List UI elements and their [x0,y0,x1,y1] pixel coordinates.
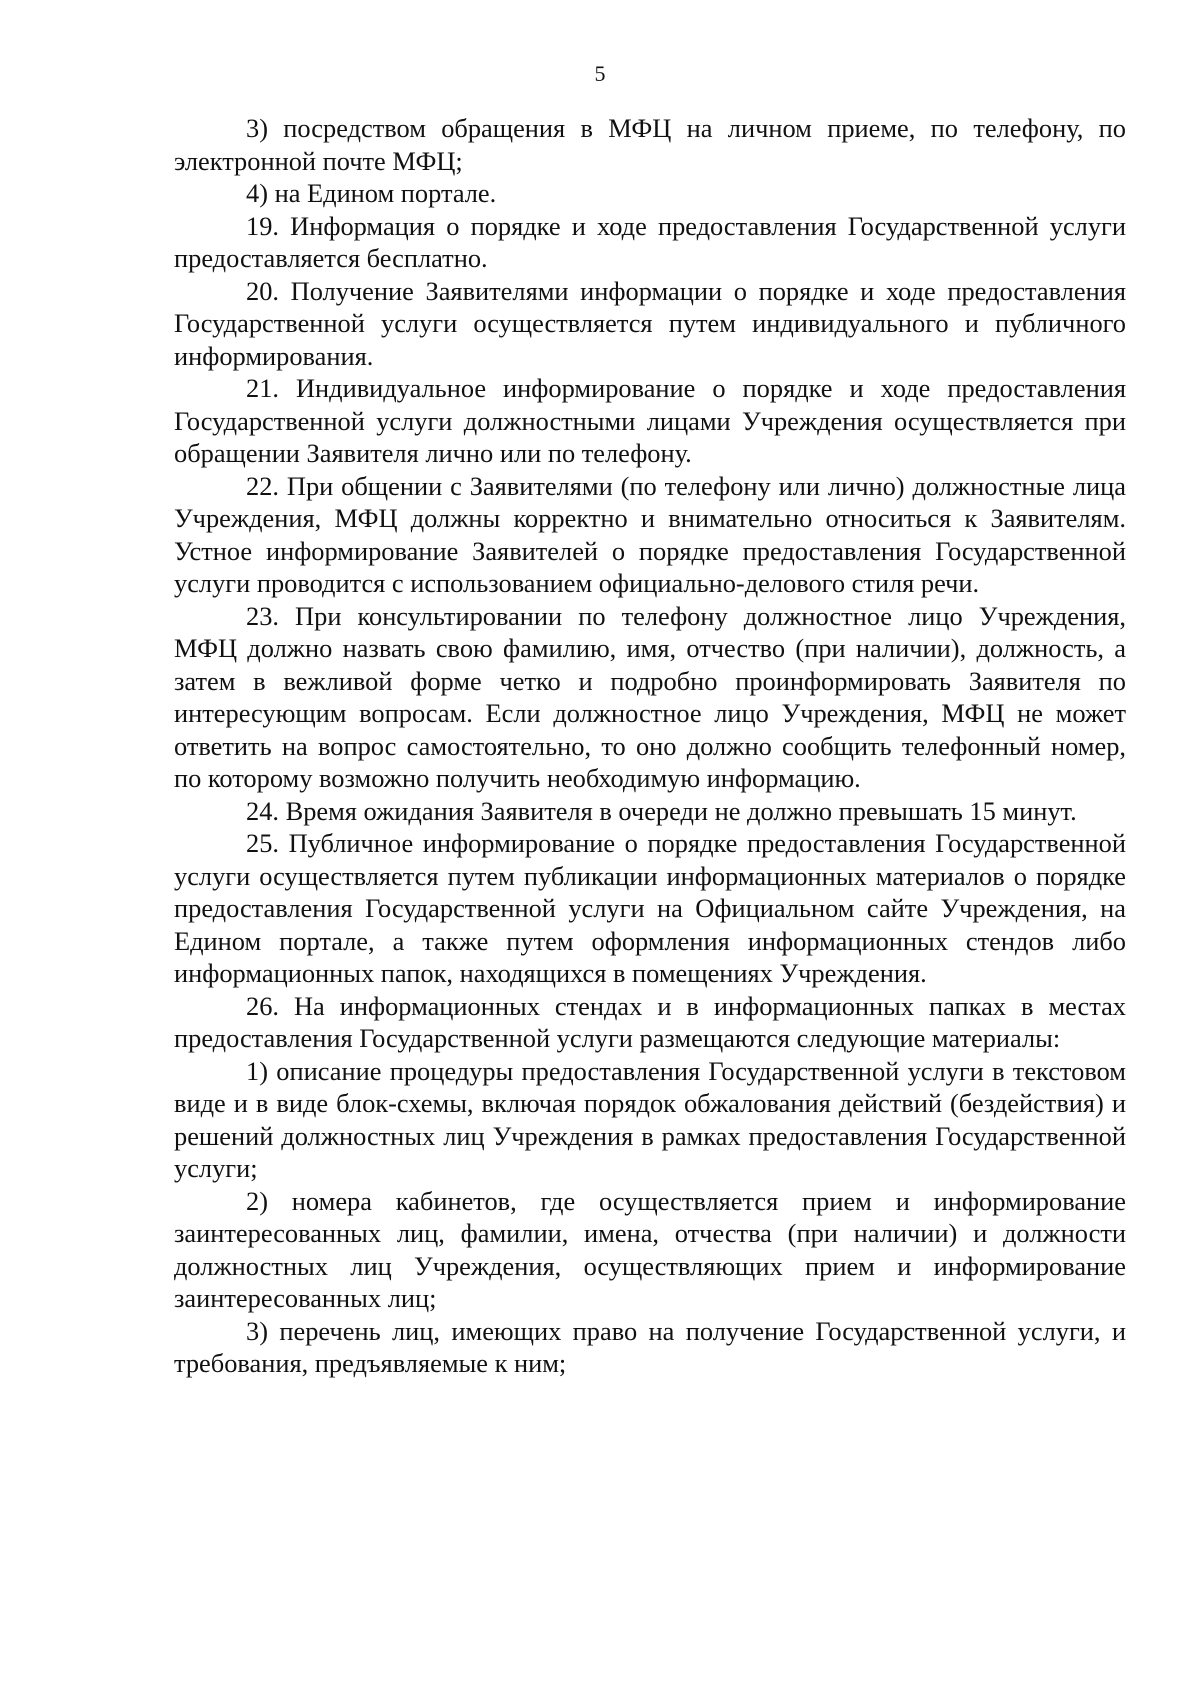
paragraph-26-item-1: 1) описание процедуры предоставления Государственной услуги в текстовом виде и в виде блок-схемы, включая порядок обжалования действий (бездействия) и решений должностных лиц Учреждения в рамках предоставления Государственной услуги; [174,1055,1126,1183]
paragraph-item-3: 3) посредством обращения в МФЦ на личном приеме, по телефону, по электронной почте МФЦ; [174,113,1126,176]
paragraph-26-item-3: 3) перечень лиц, имеющих право на получение Государственной услуги, и требования, предъявляемые к ним; [174,1315,1126,1378]
paragraph-26: 26. На информационных стендах и в информационных папках в местах предоставления Государственной услуги размещаются следующие материалы: [174,990,1126,1053]
paragraph-26-item-2: 2) номера кабинетов, где осуществляется прием и информирование заинтересованных лиц, фамилии, имена, отчества (при наличии) и должности должностных лиц Учреждения, осуществляющих прием и информирование заинтересованных лиц; [174,1185,1126,1313]
paragraph-20: 20. Получение Заявителями информации о порядке и ходе предоставления Государственной услуги осуществляется путем индивидуального и публичного информирования. [174,275,1126,371]
paragraph-24: 24. Время ожидания Заявителя в очереди не должно превышать 15 минут. [246,795,1077,826]
page-number: 5 [594,61,606,86]
paragraph-21: 21. Индивидуальное информирование о порядке и ходе предоставления Государственной услуги должностными лицами Учреждения осуществляется при обращении Заявителя лично или по телефону. [174,373,1126,468]
paragraph-item-4: 4) на Едином портале. [246,178,497,208]
paragraph-25: 25. Публичное информирование о порядке предоставления Государственной услуги осуществляется путем публикации информационных материалов о порядке предоставления Государственной услуги на Официальном сайте Учреждения, на Едином портале, а также путем оформления информационных стендов либо информационных папок, находящихся в помещениях Учреждения. [174,828,1126,988]
paragraph-19: 19. Информация о порядке и ходе предоставления Государственной услуги предоставляется бесплатно. [174,210,1126,273]
paragraph-23: 23. При консультировании по телефону должностное лицо Учреждения, МФЦ должно назвать свою фамилию, имя, отчество (при наличии), должность, а затем в вежливой форме четко и подробно проинформировать Заявителя по интересующим вопросам. Если должностное лицо Учреждения, МФЦ не может ответить на вопрос самостоятельно, то оно должно сообщить телефонный номер, по которому возможно получить необходимую информацию. [174,600,1126,793]
document-body [174,112,1126,1380]
paragraph-22: 22. При общении с Заявителями (по телефону или лично) должностные лица Учреждения, МФЦ должны корректно и внимательно относиться к Заявителям. Устное информирование Заявителей о порядке предоставления Государственной услуги проводится с использованием официально-делового стиля речи. [174,470,1126,598]
